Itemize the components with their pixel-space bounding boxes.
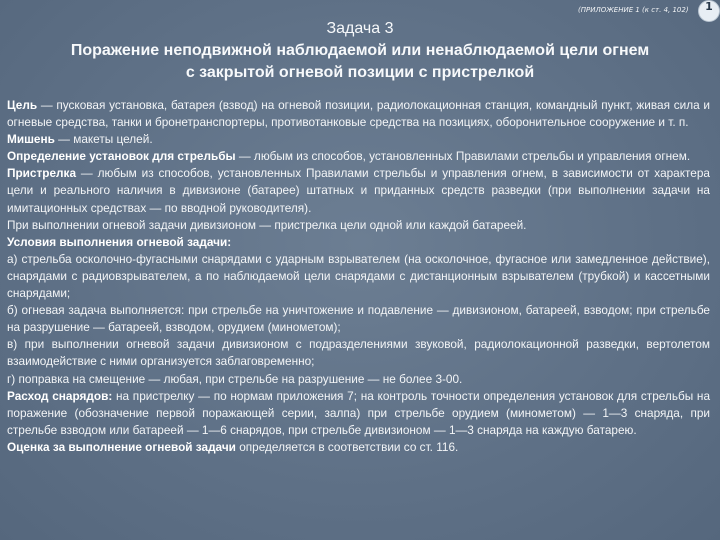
paragraph-text: определяется в соответствии со ст. 116.: [235, 439, 459, 454]
task-title: [8, 40, 712, 84]
paragraph-goal: [7, 97, 710, 131]
paragraph-text: — пусковая установка, батарея (взвод) на огневой позиции, радиолокационная станция, командный пункт, живая сила и огневые средства, танки и бронетранспортеры, противотанковые средства на позициях, оборонительное сооружение и т. п.: [7, 98, 710, 130]
paragraph-text: — макеты целей.: [54, 132, 153, 147]
task-title-line-1: Поражение неподвижной наблюдаемой или ненаблюдаемой цели огнем: [70, 42, 650, 59]
paragraph-ammo: [7, 388, 710, 439]
paragraph-ranging: [7, 165, 710, 216]
page-number-badge: [698, 0, 720, 22]
paragraph-text: — любым из способов, установленных Правилами стрельбы и управления огнем, в зависимости от характера цели и реального наличия в дивизионе (батарее) штатных и приданных средств разведки (при выполнении задачи на имитационных средствах — по вводной руководителя).: [7, 166, 710, 215]
term-label: Пристрелка: [7, 166, 77, 181]
paragraph-text: б) огневая задача выполняется: при стрельбе на уничтожение и подавление — дивизионом, батареей, взводом; при стрельбе на разрушение — батареей, взводом, орудием (минометом);: [7, 303, 710, 335]
term-label: Условия выполнения огневой задачи:: [7, 234, 232, 249]
term-label: Расход снарядов:: [7, 388, 113, 403]
term-label: Оценка за выполнение огневой задачи: [7, 439, 236, 454]
paragraph-text: — любым из способов, установленных Правилами стрельбы и управления огнем.: [235, 149, 691, 164]
task-number: Задача 3: [326, 20, 394, 37]
paragraph-text: а) стрельба осколочно-фугасными снарядами с ударным взрывателем (на осколочное, фугасное или замедленное действие), снарядами с радиовзрывателем, а по наблюдаемой цели снарядами с дистанционным взрывателем (трубкой) и кассетными снарядами;: [7, 251, 710, 301]
task-title-line-2: с закрытой огневой позиции с пристрелкой: [185, 64, 535, 81]
paragraph-condition-a: [7, 251, 710, 302]
paragraph-target: [7, 131, 710, 148]
paragraph-text: г) поправка на смещение — любая, при стрельбе на разрушение — не более 3-00.: [7, 371, 463, 386]
task-body: [7, 97, 710, 456]
paragraph-condition-d: [7, 371, 710, 388]
paragraph-text: При выполнении огневой задачи дивизионом — пристрелка цели одной или каждой батареей.: [7, 217, 527, 232]
paragraph-condition-c: [7, 336, 710, 370]
reference-note: (ПРИЛОЖЕНИЕ 1 (к ст. 4, 102): [578, 6, 689, 14]
paragraph-division-note: [7, 217, 710, 234]
paragraph-text: на пристрелку — по нормам приложения 7; на контроль точности определения установок для стрельбы на поражение (обозначение первой поражающей серии, залпа) при стрельбе орудием (минометом) — 1—3 снаряда, при стрельбе взводом или батареей — 1—6 снарядов, при стрельбе дивизионом — 1—3 снаряда на каждую батарею.: [7, 388, 711, 437]
page-number: 1: [705, 0, 713, 13]
term-label: Определение установок для стрельбы: [7, 149, 236, 164]
paragraph-grading: [7, 439, 710, 456]
paragraph-conditions-heading: [7, 234, 710, 251]
paragraph-settings: [7, 148, 710, 165]
paragraph-condition-b: [7, 302, 710, 336]
term-label: Мишень: [7, 132, 55, 147]
term-label: Цель: [7, 98, 38, 112]
paragraph-text: в) при выполнении огневой задачи дивизионом с подразделениями звуковой, радиолокационной разведки, вертолетом взаимодействие с ними организуется заблаговременно;: [7, 337, 710, 369]
